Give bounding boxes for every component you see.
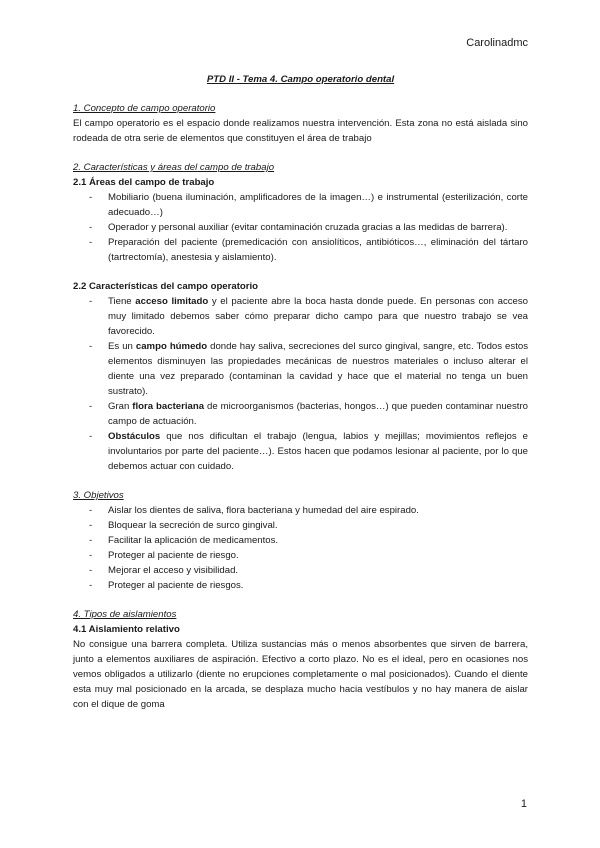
list-item: - Operador y personal auxiliar (evitar contaminación cruzada gracias a las medidas de barrera). xyxy=(73,220,528,235)
list-item: - Es un campo húmedo donde hay saliva, secreciones del surco gingival, sangre, etc. Todos estos elementos disminuyen las propiedades mecánicas de nuestros materiales o incluso alterar el diente una vez preparado (contaminan la cavidad y hace que el material no tenga un buen sustrato). xyxy=(73,339,528,399)
section-4 xyxy=(73,607,528,712)
section-2-title: 2. Características y áreas del campo de trabajo xyxy=(73,162,275,173)
list-item: - Proteger al paciente de riesgos. xyxy=(73,578,528,593)
subsection-4-1-title: 4.1 Aislamiento relativo xyxy=(73,624,180,635)
list-item: - Proteger al paciente de riesgo. xyxy=(73,548,528,563)
list-item: - Facilitar la aplicación de medicamentos. xyxy=(73,533,528,548)
list-item: - Bloquear la secreción de surco gingival. xyxy=(73,518,528,533)
list-item: - Preparación del paciente (premedicación con ansiolíticos, antibióticos…, eliminación del tártaro (tartrectomía), anestesia y aislamiento). xyxy=(73,235,528,265)
section-4-title: 4. Tipos de aislamientos xyxy=(73,609,177,620)
document-title: PTD II - Tema 4. Campo operatorio dental xyxy=(206,74,395,85)
subsection-2-2-title: 2.2 Características del campo operatorio xyxy=(73,281,259,292)
list-item: - Mobiliario (buena iluminación, amplificadores de la imagen…) e instrumental (esterilización, corte adecuado…) xyxy=(73,190,528,220)
document-body xyxy=(73,72,528,712)
list-item: - Mejorar el acceso y visibilidad. xyxy=(73,563,528,578)
section-2 xyxy=(73,160,528,474)
list-item: - Obstáculos que nos dificultan el trabajo (lengua, labios y mejillas; movimientos reflejos e involuntarios por parte del paciente…). Estos hacen que podamos lesionar al paciente, por lo que debemos actuar con cuidado. xyxy=(73,429,528,474)
subsection-4-1-text: No consigue una barrera completa. Utiliza sustancias más o menos absorbentes que sirven de barrera, junto a elementos auxiliares de aspiración. Efectivo a corto plazo. No es el ideal, pero en ocasiones nos vemos obligados a utilizarlo (diente no erupciones completamente o mal posicionados). Cuando el diente esta muy mal posicionado en la arcada, se desplaza mucho hacia vestíbulos y no hay manera de aislar con el dique de goma xyxy=(73,639,528,710)
areas-list xyxy=(73,190,528,265)
section-1 xyxy=(73,101,528,146)
list-item: - Gran flora bacteriana de microorganismos (bacterias, hongos…) que pueden contaminar nuestro campo de actuación. xyxy=(73,399,528,429)
section-3-title: 3. Objetivos xyxy=(73,490,124,501)
page-number: 1 xyxy=(520,798,527,810)
list-item: - Aislar los dientes de saliva, flora bacteriana y humedad del aire espirado. xyxy=(73,503,528,518)
section-3 xyxy=(73,488,528,593)
header-author: Carolinadmc xyxy=(466,37,528,49)
subsection-2-1-title: 2.1 Áreas del campo de trabajo xyxy=(73,177,215,188)
objectives-list xyxy=(73,503,528,593)
section-1-text: El campo operatorio es el espacio donde realizamos nuestra intervención. Esta zona no está aislada sino rodeada de otra serie de elementos que constituyen el área de trabajo xyxy=(73,118,528,144)
section-1-title: 1. Concepto de campo operatorio xyxy=(73,103,216,114)
characteristics-list xyxy=(73,294,528,474)
list-item: - Tiene acceso limitado y el paciente abre la boca hasta donde puede. En personas con acceso muy limitado debemos saber cómo preparar dicho campo para que nuestro trabajo se vea favorecido. xyxy=(73,294,528,339)
